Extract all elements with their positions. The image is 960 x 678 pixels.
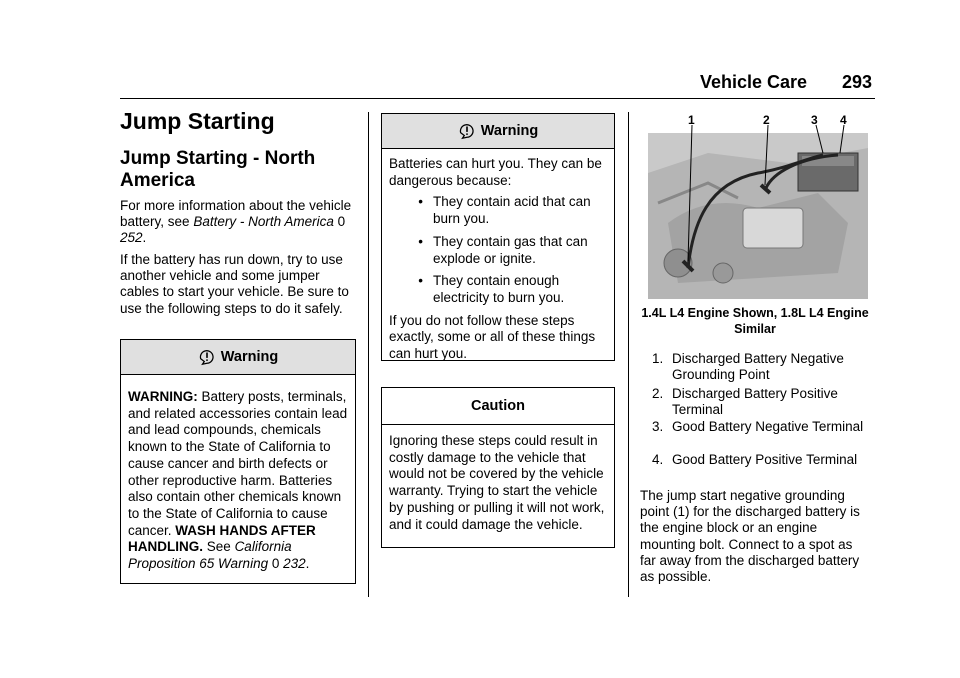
figure-caption: 1.4L L4 Engine Shown, 1.8L L4 Engine Similar bbox=[641, 306, 869, 336]
warning-icon bbox=[198, 348, 216, 366]
warning-outro: If you do not follow these steps exactly, some or all of these things can hurt you. bbox=[389, 312, 596, 362]
intro-paragraph: For more information about the vehicle battery, see Battery - North America 0 252. bbox=[120, 198, 352, 246]
header-rule bbox=[120, 98, 875, 99]
caution-header bbox=[382, 388, 614, 425]
intro-paragraph-2: If the battery has run down, try to use another vehicle and some jumper cables to start your vehicle. Be sure to use the following steps to do it safely. bbox=[120, 252, 349, 316]
callout-3: 3 bbox=[811, 113, 818, 127]
engine-jumpstart-illustration bbox=[648, 113, 868, 299]
legend-item: 1. Discharged Battery Negative Grounding Point bbox=[652, 351, 844, 382]
page-arrow-icon: 0 bbox=[337, 214, 346, 230]
caution-body: Ignoring these steps could result in costly damage to the vehicle that would not be covered by the vehicle warranty. Trying to start the vehicle by pushing or pulling it will not work, and it could damage the vehicle. bbox=[389, 433, 605, 532]
warning-heading: Warning bbox=[220, 349, 279, 365]
prop65-link[interactable]: California Proposition 65 Warning 0 232 bbox=[128, 539, 306, 572]
warning-intro: Batteries can hurt you. They can be dangerous because: bbox=[389, 156, 602, 188]
warning-heading: Warning bbox=[480, 123, 539, 139]
callout-2: 2 bbox=[763, 113, 770, 127]
intro-text: For more information about the vehicle battery, see bbox=[120, 198, 352, 230]
section-heading: Jump Starting - North America bbox=[120, 148, 316, 191]
legend-item: 3. Good Battery Negative Terminal bbox=[652, 419, 864, 434]
battery-link[interactable]: Battery - North America 0 252 bbox=[120, 214, 346, 246]
warning-body bbox=[382, 149, 614, 369]
warning-box-2 bbox=[381, 113, 615, 361]
bullet-item: • They contain acid that can burn you. bbox=[418, 194, 591, 227]
warning-header bbox=[382, 114, 614, 149]
section-title: Vehicle Care bbox=[700, 72, 808, 92]
caution-heading: Caution bbox=[471, 398, 525, 414]
bullet-item: • They contain enough electricity to burn you. bbox=[418, 273, 565, 305]
warning-box-1 bbox=[120, 339, 356, 584]
column-divider-1 bbox=[368, 112, 369, 597]
warning-body: WARNING: Battery posts, terminals, and related accessories contain lead and lead compounds, chemicals known to the State of California to cause cancer and birth defects or other reproductive harm. Batteries also contain other chemicals known to the State of California to cause cancer. WASH HANDS AFTER HANDLING. See California Proposition 65 Warning 0 232. bbox=[128, 389, 348, 572]
caution-box bbox=[381, 387, 615, 548]
bullet-item: • They contain gas that can explode or ignite. bbox=[418, 233, 588, 266]
column-divider-2 bbox=[628, 112, 629, 597]
warning-header bbox=[121, 340, 355, 375]
legend-item: 4. Good Battery Positive Terminal bbox=[652, 452, 858, 467]
warning-icon bbox=[458, 122, 476, 140]
page-title: Jump Starting bbox=[120, 108, 275, 134]
legend-item: 2. Discharged Battery Positive Terminal bbox=[652, 386, 838, 417]
page-number: 293 bbox=[842, 72, 873, 92]
callout-4: 4 bbox=[840, 113, 847, 127]
closing-paragraph: The jump start negative grounding point (1) for the discharged battery is the engine block or an engine mounting bolt. Connect to a spot as far away from the discharged battery as possible. bbox=[640, 488, 860, 585]
page-arrow-icon: 0 bbox=[271, 556, 280, 572]
callout-1: 1 bbox=[688, 113, 695, 127]
